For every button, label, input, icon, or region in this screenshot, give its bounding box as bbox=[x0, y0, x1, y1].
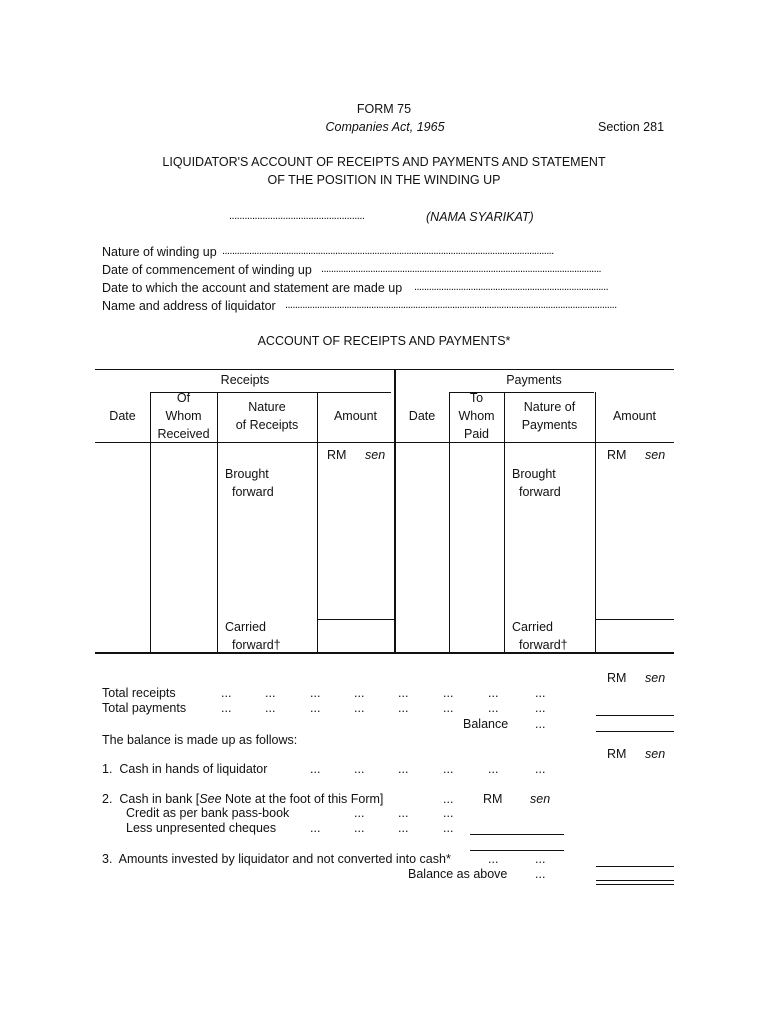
receipts-carried: Carried bbox=[225, 620, 266, 634]
ellipsis: ... bbox=[535, 867, 546, 881]
summary-rm-label: RM bbox=[607, 671, 627, 685]
receipts-header: Receipts bbox=[220, 373, 270, 387]
account-title: ACCOUNT OF RECEIPTS AND PAYMENTS* bbox=[257, 334, 511, 348]
ellipsis: ... bbox=[488, 686, 499, 700]
col-divider bbox=[595, 392, 596, 653]
col-divider bbox=[317, 392, 318, 653]
field-dots: ............................................................................... bbox=[414, 281, 609, 293]
ellipsis: ... bbox=[310, 686, 321, 700]
table-bottom-rule bbox=[95, 652, 674, 654]
item-cash-in-bank-c: Note at the foot of this Form] bbox=[221, 792, 384, 806]
cheques-rule bbox=[470, 834, 564, 835]
summary-sen-label: sen bbox=[645, 671, 666, 685]
ellipsis: ... bbox=[535, 852, 546, 866]
final-double-rule-top bbox=[596, 880, 674, 881]
receipts-rm-label: RM bbox=[327, 448, 347, 462]
less-cheques-label: Less unpresented cheques bbox=[126, 821, 277, 835]
col-header-nature-receipts-2: of Receipts bbox=[235, 418, 299, 432]
receipts-brought-forward: forward bbox=[232, 485, 274, 499]
col-header-paid: Paid bbox=[463, 427, 490, 441]
form-number: FORM 75 bbox=[356, 102, 412, 116]
ellipsis: ... bbox=[310, 762, 321, 776]
ellipsis: ... bbox=[310, 821, 321, 835]
col-header-date-payments: Date bbox=[408, 409, 436, 423]
item-cash-in-bank bbox=[102, 792, 383, 807]
field-label: Nature of winding up bbox=[102, 245, 217, 259]
col-header-of: Of bbox=[176, 391, 191, 405]
balance-label: Balance bbox=[463, 717, 509, 731]
col-header-to: To bbox=[469, 391, 484, 405]
ellipsis: ... bbox=[535, 762, 546, 776]
ellipsis: ... bbox=[310, 701, 321, 715]
ellipsis: ... bbox=[398, 821, 409, 835]
ellipsis: ... bbox=[535, 701, 546, 715]
col-header-whom-payments: Whom bbox=[458, 409, 495, 423]
ellipsis: ... bbox=[398, 701, 409, 715]
total-rule bbox=[596, 715, 674, 716]
receipts-brought: Brought bbox=[225, 467, 269, 481]
table-top-rule bbox=[95, 369, 674, 370]
ellipsis: ... bbox=[443, 821, 454, 835]
ellipsis: ... bbox=[354, 806, 365, 820]
col-header-nature-receipts-1: Nature bbox=[248, 400, 286, 414]
item-cash-in-bank-a: 2. Cash in bank [ bbox=[102, 792, 200, 806]
col-header-nature-payments-1: Nature of bbox=[523, 400, 576, 414]
company-name-dots: ..................................................... bbox=[229, 210, 365, 222]
ellipsis: ... bbox=[265, 701, 276, 715]
ellipsis: ... bbox=[398, 762, 409, 776]
item-cash-in-bank-see: See bbox=[199, 792, 222, 806]
item-cash-in-hand: 1. Cash in hands of liquidator bbox=[102, 762, 268, 776]
summary-sen-label-2: sen bbox=[645, 747, 666, 761]
field-label: Name and address of liquidator bbox=[102, 299, 276, 313]
ellipsis: ... bbox=[354, 701, 365, 715]
field-label: Date of commencement of winding up bbox=[102, 263, 312, 277]
field-dots: ....................................................................................................................................... bbox=[285, 299, 617, 311]
ellipsis: ... bbox=[398, 686, 409, 700]
field-dots: ....................................................................................................................................... bbox=[222, 245, 554, 257]
summary-rm-label-2: RM bbox=[607, 747, 627, 761]
receipts-sen-label: sen bbox=[365, 448, 386, 462]
ellipsis: ... bbox=[535, 686, 546, 700]
ellipsis: ... bbox=[443, 792, 454, 806]
ellipsis: ... bbox=[443, 701, 454, 715]
bank-sen-label: sen bbox=[530, 792, 551, 806]
ellipsis: ... bbox=[535, 717, 546, 731]
table-header-bottom-rule bbox=[95, 442, 674, 443]
form-title-line-2: OF THE POSITION IN THE WINDING UP bbox=[267, 173, 501, 187]
final-double-rule-bottom bbox=[596, 884, 674, 885]
payments-carried: Carried bbox=[512, 620, 553, 634]
ellipsis: ... bbox=[265, 686, 276, 700]
form-title-line-1: LIQUIDATOR'S ACCOUNT OF RECEIPTS AND PAYMENTS AND STATEMENT bbox=[162, 155, 606, 169]
payments-rm-label: RM bbox=[607, 448, 627, 462]
bank-rm-label: RM bbox=[483, 792, 503, 806]
section-reference: Section 281 bbox=[598, 120, 665, 134]
balance-made-up-label: The balance is made up as follows: bbox=[102, 733, 298, 747]
invested-rule bbox=[596, 866, 674, 867]
ellipsis: ... bbox=[221, 701, 232, 715]
payments-carried-forward: forward† bbox=[519, 638, 568, 652]
payments-sen-label: sen bbox=[645, 448, 666, 462]
field-dots: .................................................................................................................. bbox=[321, 263, 602, 275]
cheques-rule-2 bbox=[470, 850, 564, 851]
ellipsis: ... bbox=[398, 806, 409, 820]
col-header-whom: Whom bbox=[165, 409, 202, 423]
item-amounts-invested: 3. Amounts invested by liquidator and not converted into cash* bbox=[102, 852, 451, 866]
ellipsis: ... bbox=[443, 686, 454, 700]
ellipsis: ... bbox=[488, 762, 499, 776]
balance-as-above-label: Balance as above bbox=[408, 867, 508, 881]
credit-pass-book-label: Credit as per bank pass-book bbox=[126, 806, 290, 820]
col-header-amount-payments: Amount bbox=[612, 409, 657, 423]
ellipsis: ... bbox=[488, 852, 499, 866]
col-header-amount-receipts: Amount bbox=[333, 409, 378, 423]
act-reference: Companies Act, 1965 bbox=[325, 120, 445, 134]
payments-brought-forward: forward bbox=[519, 485, 561, 499]
payments-header: Payments bbox=[506, 373, 562, 387]
total-payments-label: Total payments bbox=[102, 701, 187, 715]
field-label: Date to which the account and statement are made up bbox=[102, 281, 403, 295]
ellipsis: ... bbox=[354, 821, 365, 835]
ellipsis: ... bbox=[354, 686, 365, 700]
col-header-date: Date bbox=[109, 409, 136, 423]
col-header-nature-payments-2: Payments bbox=[521, 418, 578, 432]
payments-brought: Brought bbox=[512, 467, 556, 481]
payments-carried-rule bbox=[595, 619, 674, 620]
receipts-carried-rule bbox=[317, 619, 394, 620]
total-receipts-label: Total receipts bbox=[102, 686, 176, 700]
ellipsis: ... bbox=[354, 762, 365, 776]
col-header-received: Received bbox=[157, 427, 210, 441]
ellipsis: ... bbox=[488, 701, 499, 715]
ellipsis: ... bbox=[443, 806, 454, 820]
receipts-carried-forward: forward† bbox=[232, 638, 281, 652]
balance-rule bbox=[596, 731, 674, 732]
ellipsis: ... bbox=[443, 762, 454, 776]
ellipsis: ... bbox=[221, 686, 232, 700]
company-name-label: (NAMA SYARIKAT) bbox=[426, 210, 534, 224]
